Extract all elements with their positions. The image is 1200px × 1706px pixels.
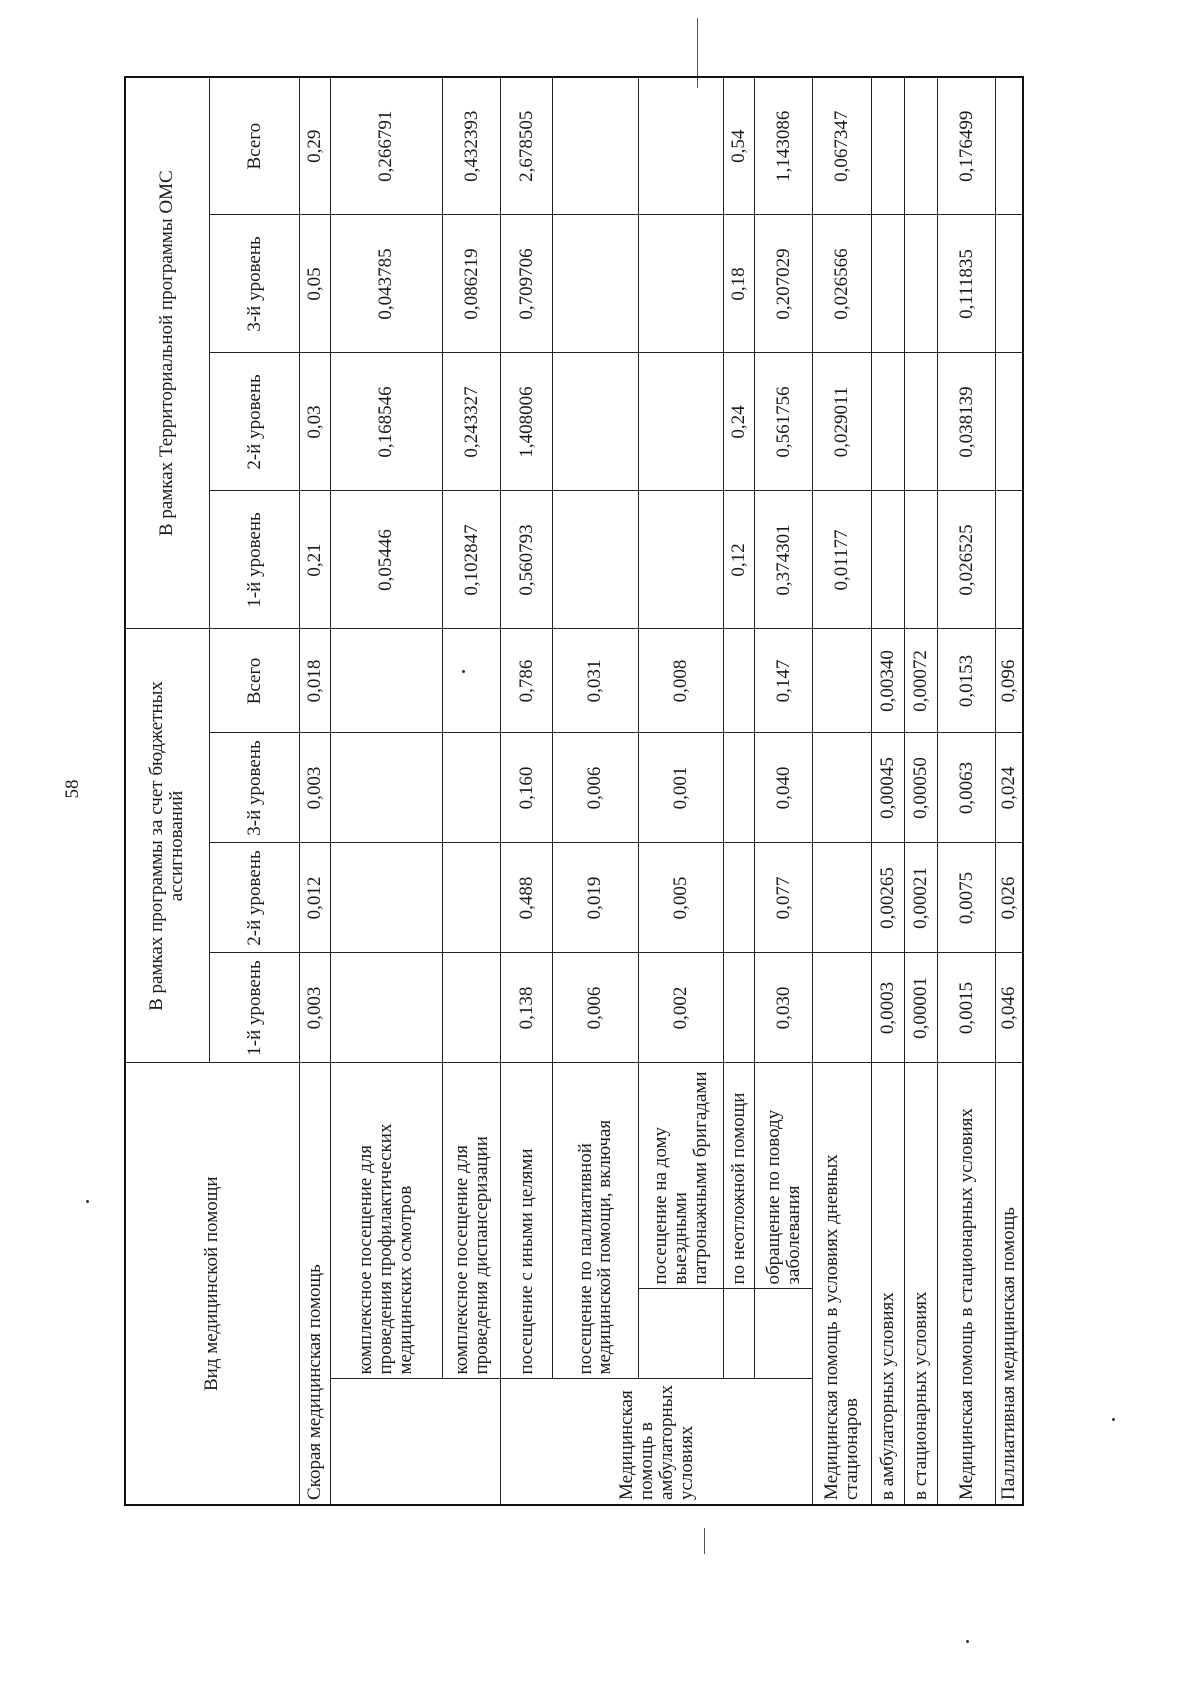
cell-budget-level2: 0,488 — [501, 843, 553, 953]
cell-oms-level2: 0,029011 — [813, 353, 871, 491]
row-label: посещение по паллиативной медицинской помощи, включая — [553, 1063, 638, 1379]
cell-budget-level3: 0,001 — [638, 733, 723, 843]
header-group-budget: В рамках программы за счет бюджетных ассигнований — [125, 629, 209, 1063]
cell-oms-total: 0,432393 — [443, 77, 501, 215]
cell-budget-total: 0,018 — [299, 629, 330, 733]
cell-budget-total: 0,031 — [553, 629, 638, 733]
cell-budget-level1 — [443, 953, 501, 1063]
cell-oms-level3: 0,709706 — [501, 215, 553, 353]
cell-oms-level1 — [553, 491, 638, 629]
cell-budget-total: 0,0153 — [938, 629, 996, 733]
cell-oms-level1 — [638, 491, 723, 629]
cell-oms-level3 — [904, 215, 937, 353]
cell-oms-total: 0,54 — [723, 77, 754, 215]
cell-oms-level2 — [638, 353, 723, 491]
cell-budget-level3 — [443, 733, 501, 843]
cell-budget-level1: 0,006 — [553, 953, 638, 1063]
cell-oms-level1: 0,026525 — [938, 491, 996, 629]
cell-oms-level3 — [638, 215, 723, 353]
cell-budget-level3: 0,006 — [553, 733, 638, 843]
row-label: в стационарных условиях — [904, 1063, 937, 1505]
cell-oms-total — [638, 77, 723, 215]
cell-oms-level3 — [996, 215, 1023, 353]
cell-budget-level3: 0,0063 — [938, 733, 996, 843]
cell-oms-total: 1,143086 — [755, 77, 813, 215]
table-row — [501, 77, 553, 1505]
cell-oms-level2 — [553, 353, 638, 491]
cell-budget-total — [330, 629, 442, 733]
cell-budget-total: 0,147 — [755, 629, 813, 733]
cell-budget-level3 — [813, 733, 871, 843]
table-row — [871, 77, 904, 1505]
cell-oms-level2: 0,03 — [299, 353, 330, 491]
cell-budget-level2: 0,077 — [755, 843, 813, 953]
cell-budget-level2 — [330, 843, 442, 953]
cell-budget-total — [813, 629, 871, 733]
header-oms-level2: 2-й уровень — [209, 353, 299, 491]
table-row — [904, 77, 937, 1505]
cell-oms-level3: 0,207029 — [755, 215, 813, 353]
scan-speck — [86, 1200, 89, 1203]
cell-oms-level1: 0,05446 — [330, 491, 442, 629]
header-oms-level1: 1-й уровень — [209, 491, 299, 629]
cell-budget-level2 — [813, 843, 871, 953]
table-row — [938, 77, 996, 1505]
cell-oms-level3: 0,026566 — [813, 215, 871, 353]
cell-oms-level2 — [996, 353, 1023, 491]
cell-budget-total: 0,00072 — [904, 629, 937, 733]
cell-oms-level3: 0,18 — [723, 215, 754, 353]
scan-speck — [966, 1640, 969, 1643]
cell-oms-level2 — [871, 353, 904, 491]
cell-budget-total — [723, 629, 754, 733]
cell-budget-level2: 0,00265 — [871, 843, 904, 953]
row-group-label-ambulatory: Медицинская помощь в амбулаторных условиях — [501, 1379, 813, 1505]
cell-budget-level1 — [813, 953, 871, 1063]
cell-oms-level2: 0,243327 — [443, 353, 501, 491]
cell-oms-level1: 0,12 — [723, 491, 754, 629]
cell-budget-level2: 0,012 — [299, 843, 330, 953]
cell-budget-level1 — [723, 953, 754, 1063]
cell-oms-level2: 0,24 — [723, 353, 754, 491]
cell-oms-total — [996, 77, 1023, 215]
cell-budget-level3: 0,160 — [501, 733, 553, 843]
cell-oms-total: 0,176499 — [938, 77, 996, 215]
table-row — [330, 77, 442, 1505]
cell-budget-level3 — [723, 733, 754, 843]
cell-oms-total — [553, 77, 638, 215]
row-label: Медицинская помощь в стационарных условиях — [938, 1063, 996, 1505]
cell-budget-total — [443, 629, 501, 733]
row-label: Медицинская помощь в условиях дневных стационаров — [813, 1063, 871, 1505]
cell-oms-total: 0,29 — [299, 77, 330, 215]
cell-budget-level3: 0,00050 — [904, 733, 937, 843]
cell-budget-level1: 0,0003 — [871, 953, 904, 1063]
cell-oms-level1: 0,01177 — [813, 491, 871, 629]
cell-budget-total: 0,096 — [996, 629, 1023, 733]
cell-oms-level1 — [904, 491, 937, 629]
cell-oms-level2: 0,038139 — [938, 353, 996, 491]
cell-budget-level1: 0,046 — [996, 953, 1023, 1063]
cell-oms-level3: 0,086219 — [443, 215, 501, 353]
row-label: Паллиативная медицинская помощь — [996, 1063, 1023, 1505]
header-col-type: Вид медицинской помощи — [125, 1063, 299, 1505]
row-label: по неотложной помощи — [723, 1063, 754, 1289]
cell-budget-level1 — [330, 953, 442, 1063]
header-oms-level3: 3-й уровень — [209, 215, 299, 353]
scan-line — [704, 1528, 705, 1554]
cell-budget-level3: 0,024 — [996, 733, 1023, 843]
cell-oms-level2 — [904, 353, 937, 491]
page-number: 58 — [62, 779, 83, 799]
cell-budget-level3: 0,00045 — [871, 733, 904, 843]
cell-budget-level1: 0,030 — [755, 953, 813, 1063]
table-row — [553, 77, 638, 1505]
cell-oms-level2: 1,408006 — [501, 353, 553, 491]
cell-budget-level2 — [723, 843, 754, 953]
cell-oms-level1 — [871, 491, 904, 629]
medical-care-volume-table — [124, 76, 1024, 1506]
row-label: обращение по поводу заболевания — [755, 1063, 813, 1289]
row-label: комплексное посещение для проведения профилактических медицинских осмотров — [330, 1063, 442, 1379]
table-row — [996, 77, 1023, 1505]
cell-oms-total: 0,067347 — [813, 77, 871, 215]
cell-oms-level3 — [871, 215, 904, 353]
cell-budget-total: 0,786 — [501, 629, 553, 733]
table-row — [755, 77, 813, 1505]
table-row — [813, 77, 871, 1505]
cell-oms-level1: 0,560793 — [501, 491, 553, 629]
cell-budget-level1: 0,002 — [638, 953, 723, 1063]
row-label: посещение с иными целями — [501, 1063, 553, 1379]
cell-budget-level3 — [330, 733, 442, 843]
cell-oms-level3: 0,111835 — [938, 215, 996, 353]
row-label: в амбулаторных условиях — [871, 1063, 904, 1505]
cell-budget-level3: 0,040 — [755, 733, 813, 843]
cell-oms-total — [871, 77, 904, 215]
scan-speck — [1112, 1418, 1115, 1421]
cell-budget-level2: 0,00021 — [904, 843, 937, 953]
cell-oms-level1: 0,374301 — [755, 491, 813, 629]
cell-oms-total: 0,266791 — [330, 77, 442, 215]
cell-budget-level1: 0,0015 — [938, 953, 996, 1063]
cell-budget-level1: 0,003 — [299, 953, 330, 1063]
cell-oms-total — [904, 77, 937, 215]
cell-oms-level1: 0,21 — [299, 491, 330, 629]
cell-oms-level3: 0,05 — [299, 215, 330, 353]
table-row — [443, 77, 501, 1505]
table-row — [299, 77, 330, 1505]
cell-budget-level3: 0,003 — [299, 733, 330, 843]
cell-oms-level1: 0,102847 — [443, 491, 501, 629]
table-row — [638, 77, 723, 1505]
row-label: комплексное посещение для проведения диспансеризации — [443, 1063, 501, 1379]
header-budget-level3: 3-й уровень — [209, 733, 299, 843]
row-label: Скорая медицинская помощь — [299, 1063, 330, 1505]
row-group-spacer — [330, 1379, 501, 1505]
cell-budget-level2 — [443, 843, 501, 953]
header-budget-total: Всего — [209, 629, 299, 733]
cell-budget-level1: 0,00001 — [904, 953, 937, 1063]
cell-oms-level2: 0,168546 — [330, 353, 442, 491]
header-oms-total: Всего — [209, 77, 299, 215]
header-budget-level2: 2-й уровень — [209, 843, 299, 953]
cell-oms-total: 2,678505 — [501, 77, 553, 215]
cell-budget-level2: 0,026 — [996, 843, 1023, 953]
header-budget-level1: 1-й уровень — [209, 953, 299, 1063]
row-label: посещение на дому выездными патронажными бригадами — [638, 1063, 723, 1289]
header-group-oms: В рамках Территориальной программы ОМС — [125, 77, 209, 629]
cell-oms-level2: 0,561756 — [755, 353, 813, 491]
cell-budget-total: 0,00340 — [871, 629, 904, 733]
cell-budget-level2: 0,019 — [553, 843, 638, 953]
table-row — [723, 77, 754, 1505]
cell-budget-level1: 0,138 — [501, 953, 553, 1063]
cell-oms-level3 — [553, 215, 638, 353]
cell-budget-total: 0,008 — [638, 629, 723, 733]
cell-oms-level3: 0,043785 — [330, 215, 442, 353]
rotated-table-wrapper — [124, 78, 1024, 1506]
cell-oms-level1 — [996, 491, 1023, 629]
cell-budget-level2: 0,005 — [638, 843, 723, 953]
cell-budget-level2: 0,0075 — [938, 843, 996, 953]
